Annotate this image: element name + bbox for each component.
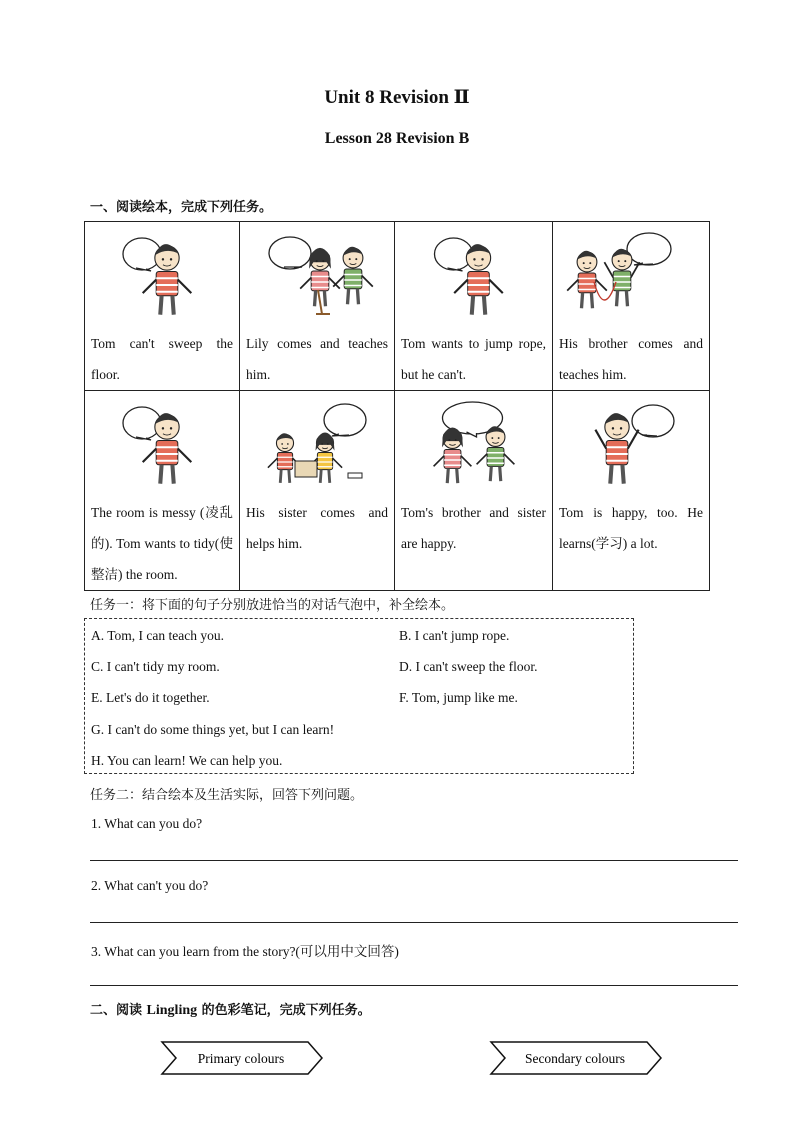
- story-panel: [240, 391, 395, 591]
- arrow-shape-icon: [489, 1040, 665, 1076]
- panel-illustration: [85, 391, 239, 489]
- story-panel: [85, 222, 240, 391]
- panel-illustration: [395, 391, 552, 489]
- answer-line-3[interactable]: [90, 985, 738, 986]
- task1-instruction: 任务一：将下面的句子分别放进恰当的对话气泡中，补全绘本。: [90, 598, 455, 613]
- panel-illustration: [553, 222, 709, 320]
- panel-caption: Tom can't sweep the floor.: [91, 336, 233, 382]
- secondary-colours-arrow: [489, 1040, 665, 1081]
- panel-caption: Tom wants to jump rope, but he can't.: [401, 336, 546, 382]
- question-3: 3. What can you learn from the story?(可以用中文回答): [91, 944, 399, 959]
- arrow-label: Primary colours: [197, 1051, 285, 1066]
- option-c: C. I can't tidy my room.: [91, 659, 220, 674]
- panel-caption: His brother comes and teaches him.: [559, 336, 703, 382]
- option-d: D. I can't sweep the floor.: [399, 659, 538, 674]
- illustration-icon: [553, 222, 710, 320]
- illustration-icon: [395, 222, 553, 320]
- option-e: E. Let's do it together.: [91, 690, 210, 705]
- arrow-label: Secondary colours: [524, 1051, 626, 1066]
- lesson-subtitle: Lesson 28 Revision B: [324, 130, 470, 147]
- illustration-icon: [553, 391, 710, 489]
- task2-instruction: 任务二：结合绘本及生活实际，回答下列问题。: [90, 788, 364, 803]
- question-2: 2. What can't you do?: [91, 878, 209, 893]
- story-panel: [553, 391, 710, 591]
- panel-illustration: [553, 391, 709, 489]
- answer-line-2[interactable]: [90, 922, 738, 923]
- panel-illustration: [85, 222, 239, 320]
- option-f: F. Tom, jump like me.: [399, 690, 518, 705]
- section2-heading-post: 的色彩笔记，完成下列任务。: [201, 1003, 371, 1018]
- illustration-icon: [85, 222, 240, 320]
- section1-heading: 一、阅读绘本，完成下列任务。: [90, 200, 273, 215]
- illustration-icon: [240, 222, 395, 320]
- panel-caption: Tom is happy, too. He learns(学习) a lot.: [559, 505, 703, 551]
- panel-caption: His sister comes and helps him.: [246, 505, 388, 551]
- question-1: 1. What can you do?: [91, 816, 203, 831]
- story-panel: [395, 222, 553, 391]
- arrow-shape-icon: [160, 1040, 326, 1076]
- section2-heading-name: Lingling: [146, 1003, 198, 1018]
- illustration-icon: [85, 391, 240, 489]
- section2-heading: [90, 999, 371, 1019]
- panel-illustration: [395, 222, 552, 320]
- panel-caption: Lily comes and teaches him.: [246, 336, 388, 382]
- panel-caption: The room is messy (凌乱的). Tom wants to tidy(使整洁) the room.: [91, 505, 233, 582]
- option-g: G. I can't do some things yet, but I can learn!: [91, 722, 335, 737]
- illustration-icon: [395, 391, 553, 489]
- panel-illustration: [240, 391, 394, 489]
- option-a: A. Tom, I can teach you.: [91, 628, 225, 643]
- option-b: B. I can't jump rope.: [399, 628, 510, 643]
- picture-story-table: [84, 221, 710, 591]
- story-panel: [240, 222, 395, 391]
- story-panel: [553, 222, 710, 391]
- illustration-icon: [240, 391, 395, 489]
- option-h: H. You can learn! We can help you.: [91, 753, 283, 768]
- panel-illustration: [240, 222, 394, 320]
- page-title: Unit 8 Revision Ⅱ: [324, 87, 470, 108]
- section2-heading-pre: 二、阅读: [90, 1003, 143, 1018]
- story-panel: [395, 391, 553, 591]
- answer-line-1[interactable]: [90, 860, 738, 861]
- sentence-options-box: [84, 618, 634, 774]
- primary-colours-arrow: [160, 1040, 326, 1081]
- story-panel: [85, 391, 240, 591]
- panel-caption: Tom's brother and sister are happy.: [401, 505, 546, 551]
